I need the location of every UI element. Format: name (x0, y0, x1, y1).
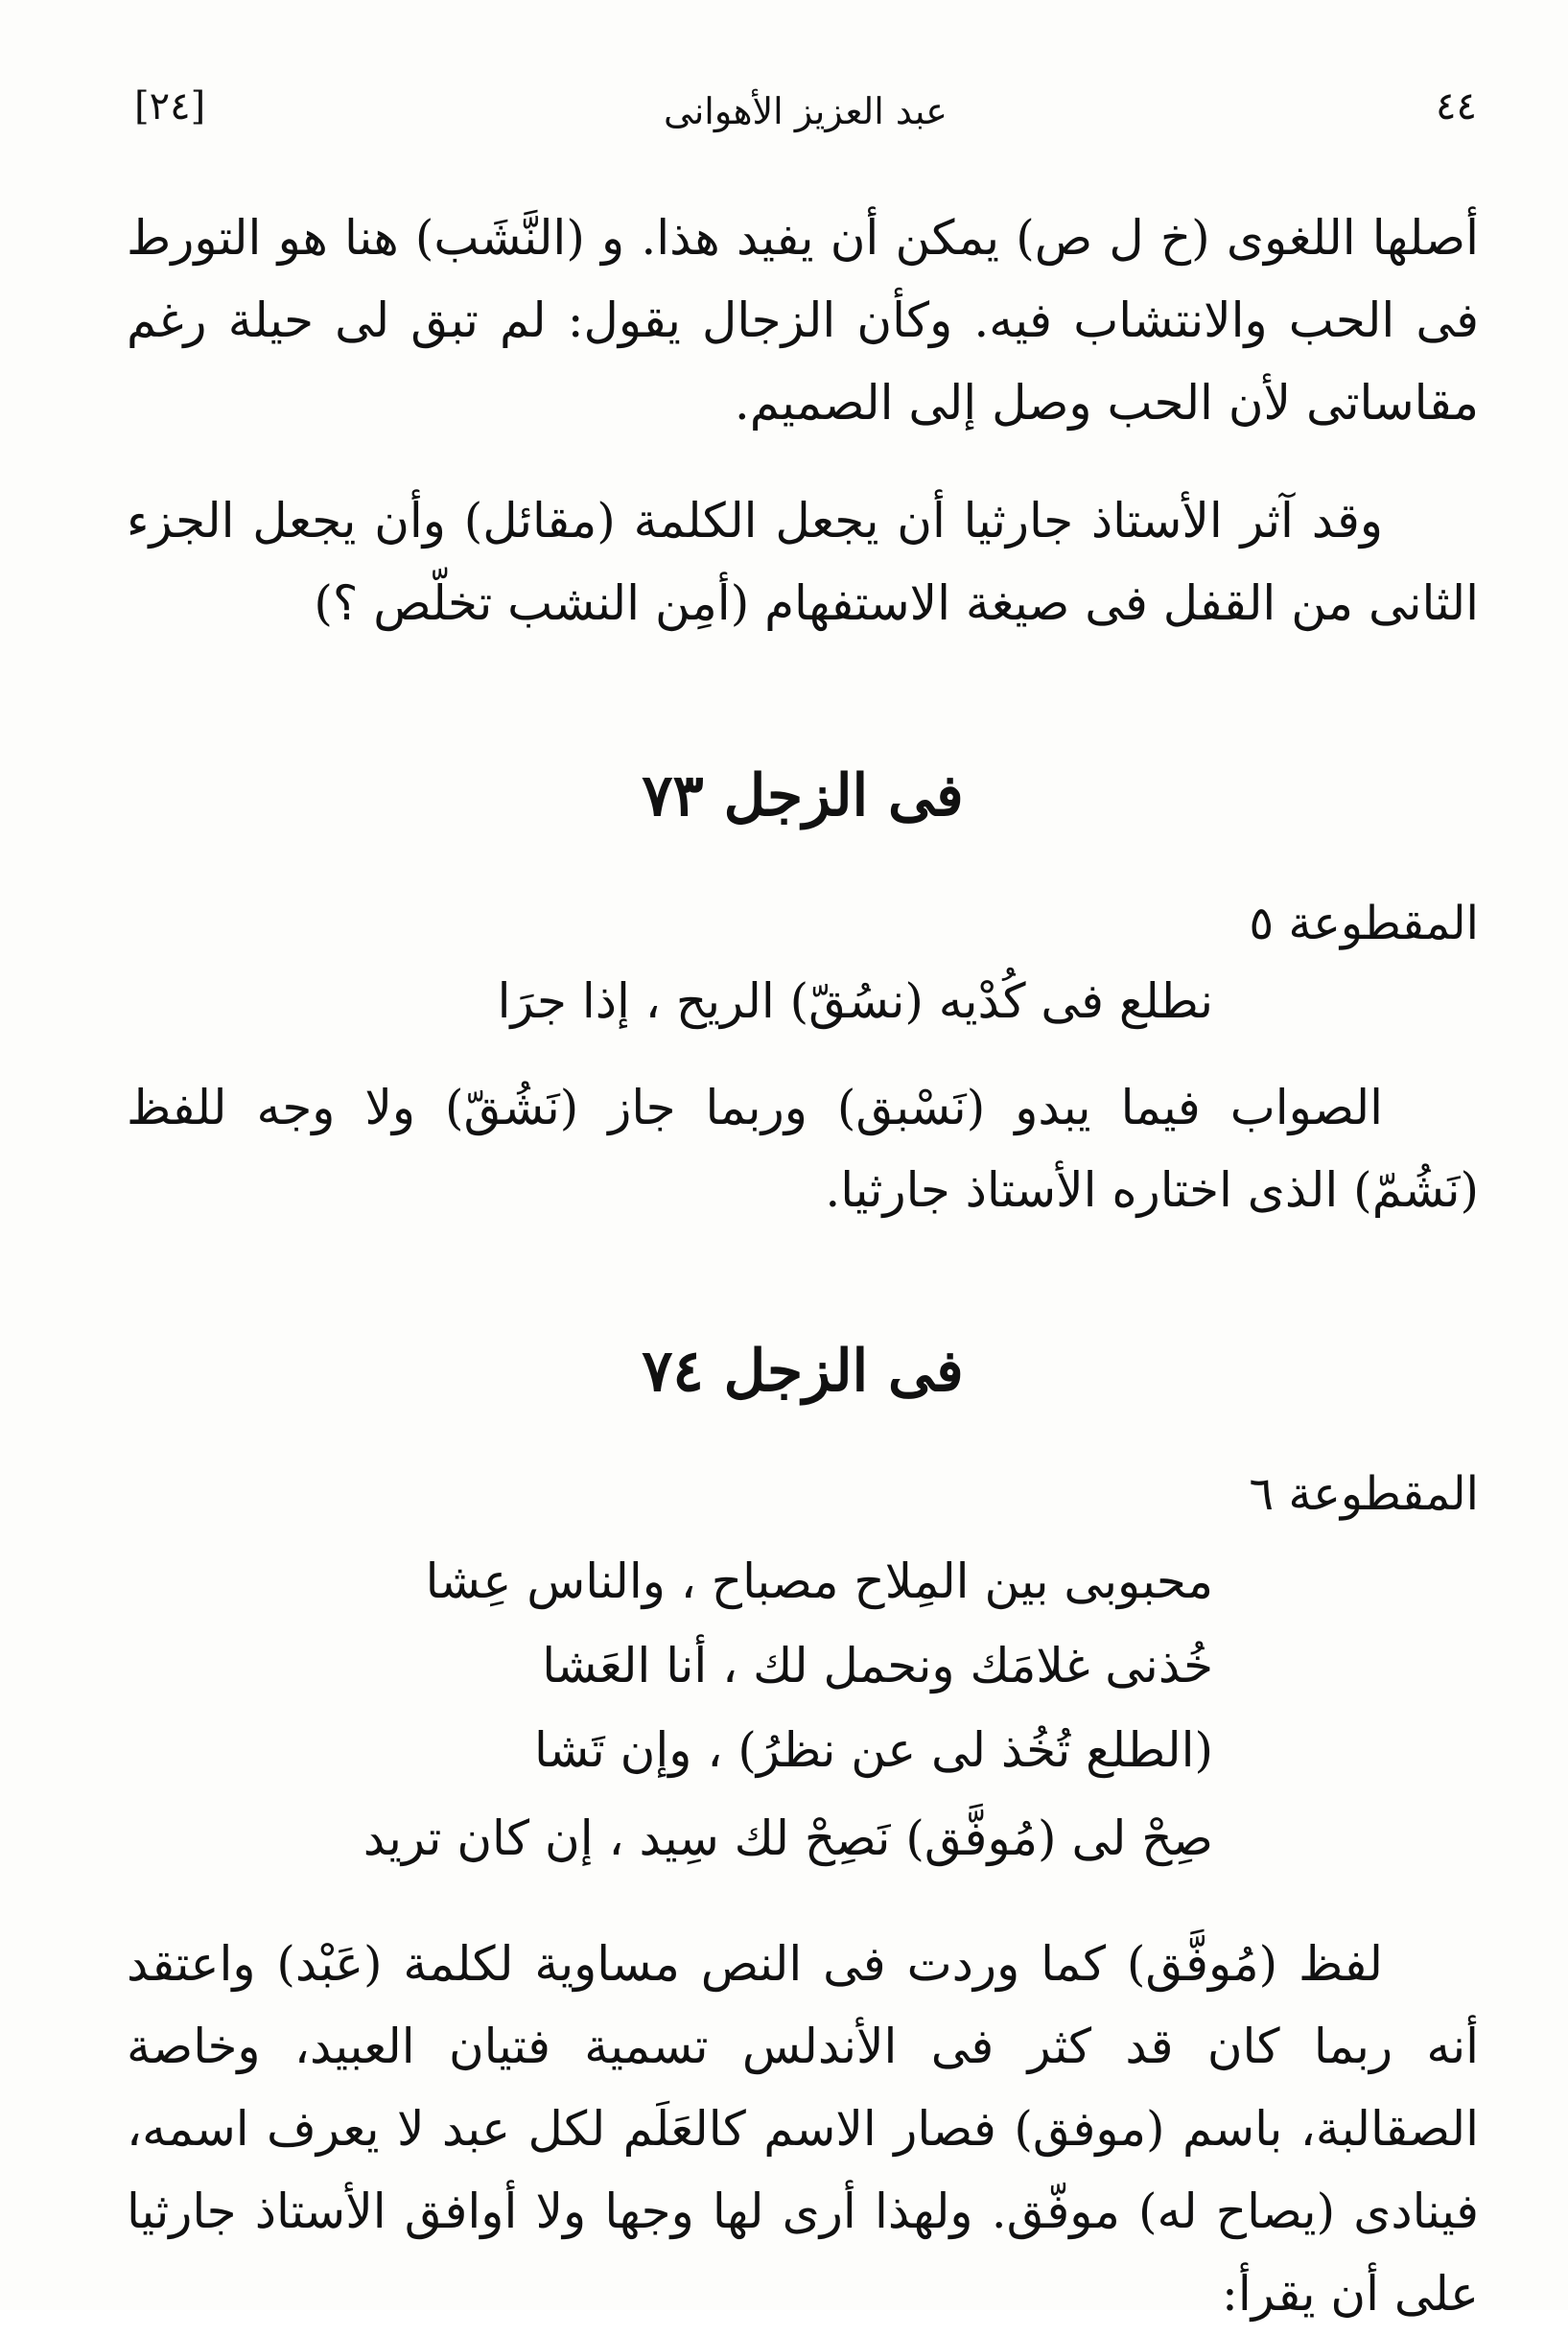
paragraph-1: أصلها اللغوى (خ ل ص) يمكن أن يفيد هذا. و (النَّشَب) هنا هو التورط فى الحب والانتشاب فيه. وكأن الزجال يقول: لم تبق لى حيلة رغم مقاساتى لأن الحب وصل إلى الصميم. (127, 210, 1479, 431)
page-number: ٤٤ (1436, 84, 1477, 128)
verse-line: محبوبى بين المِلاح مصباح ، والناس عِشا (425, 1553, 1213, 1609)
paragraph-2: وقد آثر الأستاذ جارثيا أن يجعل الكلمة (مقائل) وأن يجعل الجزء الثانى من القفل فى صيغة الاستفهام (أمِن النشب تخلّص ؟) (127, 493, 1479, 631)
paragraph-3: الصواب فيما يبدو (نَسْبق) وربما جاز (نَشُقّ) ولا وجه للفظ (نَشُمّ) الذى اختاره الأستاذ جارثيا. (127, 1080, 1479, 1218)
running-header-author: عبد العزيز الأهوانى (664, 90, 948, 132)
verse-line: نطلع فى كُدْيه (نسُقّ) الريح ، إذا جرَا (497, 973, 1213, 1029)
page-header (134, 84, 1477, 152)
verse-line: (الطلع تُخُذ لى عن نظرُ) ، وإن تَشا (534, 1722, 1213, 1778)
bracketed-page-number: [٢٤] (134, 84, 206, 128)
verse-line: صِحْ لى (مُوفَّق) نَصِحْ لك سِيد ، إن كان تريد (363, 1810, 1213, 1866)
paragraph-4: لفظ (مُوفَّق) كما وردت فى النص مساوية لكلمة (عَبْد) واعتقد أنه ربما كان قد كثر فى الأندلس تسمية فتيان العبيد، وخاصة الصقالبة، باسم (موفق) فصار الاسم كالعَلَم لكل عبد لا يعرف اسمه، فينادى (يصاح له) موفّق. ولهذا أرى لها وجها ولا أوافق الأستاذ جارثيا على أن يقرأ: (127, 1936, 1479, 2322)
section-heading-74: فى الزجل ٧٤ (642, 1338, 964, 1405)
section-heading-73: فى الزجل ٧٣ (642, 762, 964, 829)
verse-line: خُذنى غلامَك ونحمل لك ، أنا العَشا (542, 1638, 1213, 1693)
subheading-maqtua-5: المقطوعة ٥ (1249, 897, 1479, 950)
subheading-maqtua-6: المقطوعة ٦ (1249, 1467, 1479, 1521)
